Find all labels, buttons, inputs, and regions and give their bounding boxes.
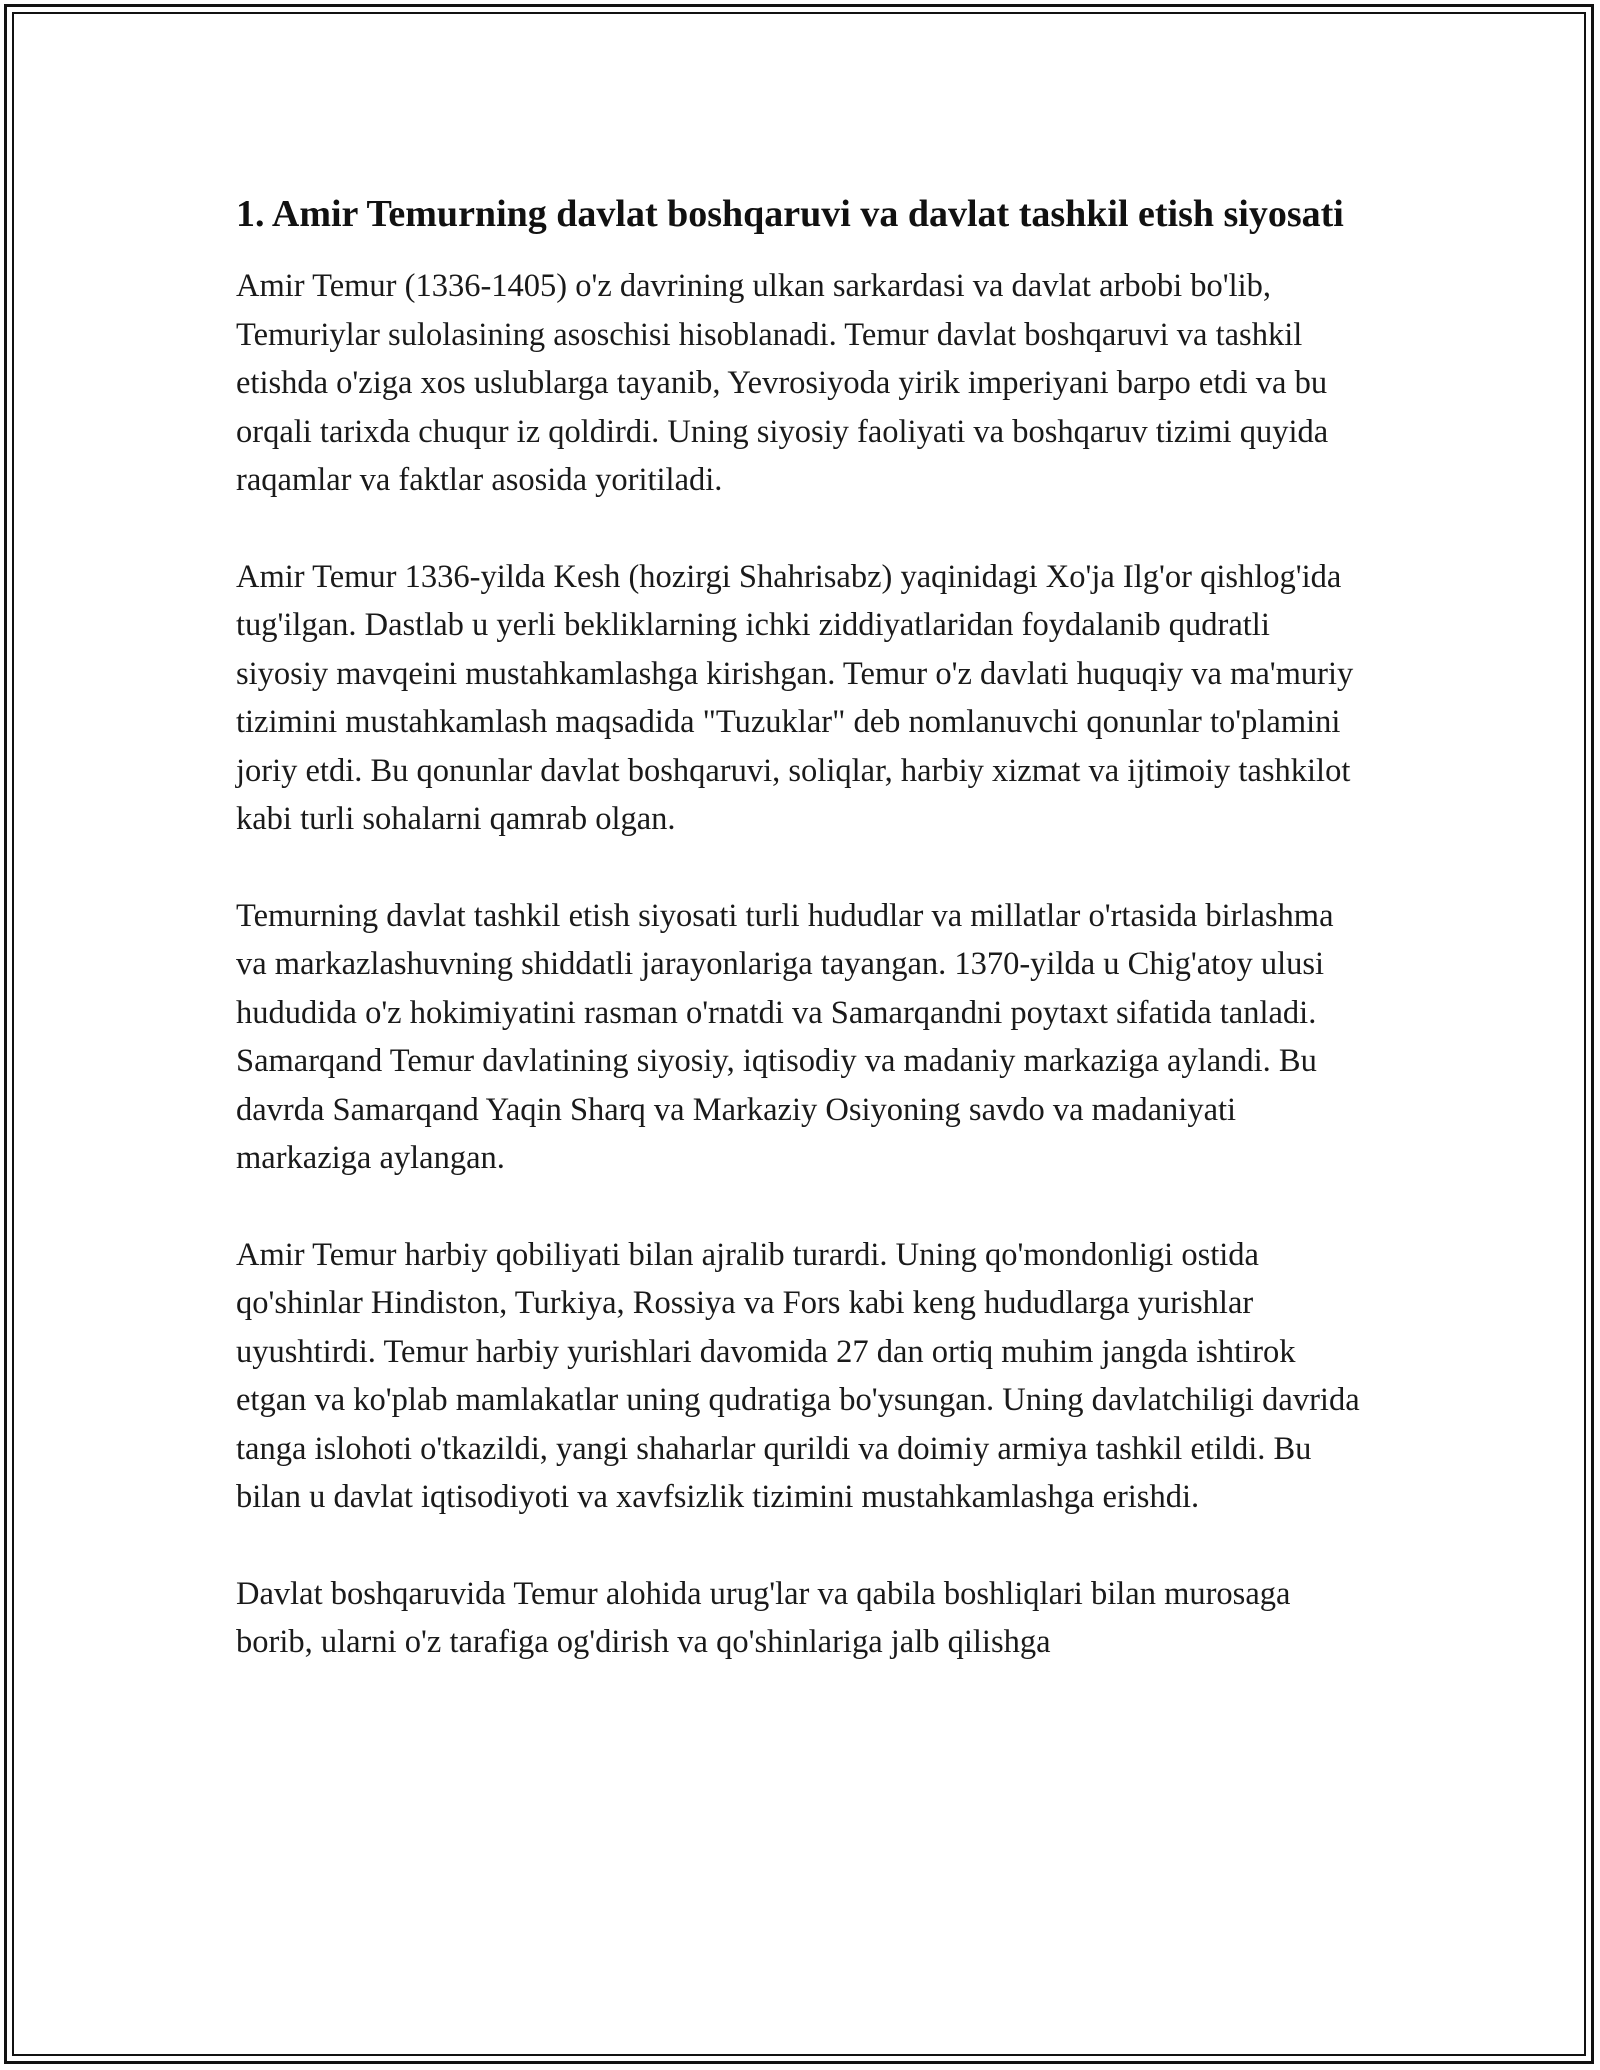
paragraph-5: Davlat boshqaruvida Temur alohida urug'lar va qabila boshliqlari bilan murosaga borib, ularni o'z tarafiga og'dirish va qo'shinlariga jalb qilishga	[236, 1575, 1291, 1660]
paragraph-4: Amir Temur harbiy qobiliyati bilan ajralib turardi. Uning qo'mondonligi ostida qo'shinlar Hindiston, Turkiya, Rossiya va Fors kabi keng hududlarga yurishlar uyushtirdi. Temur harbiy yurishlari davomida 27 dan ortiq muhim jangda ishtirok etgan va ko'plab mamlakatlar uning qudratiga bo'ysungan. Uning davlatchiligi davrida tanga islohoti o'tkazildi, yangi shaharlar qurildi va doimiy armiya tashkil etildi. Bu bilan u davlat iqtisodiyoti va xavfsizlik tizimini mustahkamlashga erishdi.	[236, 1236, 1360, 1515]
paragraph-1: Amir Temur (1336-1405) o'z davrining ulkan sarkardasi va davlat arbobi bo'lib, Temuriylar sulolasining asoschisi hisoblanadi. Temur davlat boshqaruvi va tashkil etishda o'ziga xos uslublarga tayanib, Yevrosiyoda yirik imperiyani barpo etdi va bu orqali tarixda chuqur iz qoldirdi. Uning siyosiy faoliyati va boshqaruv tizimi quyida raqamlar va faktlar asosida yoritiladi.	[236, 268, 1329, 498]
document-title: 1. Amir Temurning davlat boshqaruvi va davlat tashkil etish siyosati	[236, 193, 1344, 235]
paragraph-2: Amir Temur 1336-yilda Kesh (hozirgi Shahrisabz) yaqinidagi Xo'ja Ilg'or qishlog'ida tug'ilgan. Dastlab u yerli bekliklarning ichki ziddiyatlaridan foydalanib qudratli siyosiy mavqeini mustahkamlashga kirishgan. Temur o'z davlati huquqiy va ma'muriy tizimini mustahkamlash maqsadida "Tuzuklar" deb nomlanuvchi qonunlar to'plamini joriy etdi. Bu qonunlar davlat boshqaruvi, soliqlar, harbiy xizmat va ijtimoiy tashkilot kabi turli sohalarni qamrab olgan.	[236, 558, 1354, 837]
document-content	[236, 186, 1366, 1715]
paragraph-3: Temurning davlat tashkil etish siyosati turli hududlar va millatlar o'rtasida birlashma va markazlashuvning shiddatli jarayonlariga tayangan. 1370-yilda u Chig'atoy ulusi hududida o'z hokimiyatini rasman o'rnatdi va Samarqandni poytaxt sifatida tanladi. Samarqand Temur davlatining siyosiy, iqtisodiy va madaniy markaziga aylandi. Bu davrda Samarqand Yaqin Sharq va Markaziy Osiyoning savdo va madaniyati markaziga aylangan.	[236, 897, 1334, 1176]
